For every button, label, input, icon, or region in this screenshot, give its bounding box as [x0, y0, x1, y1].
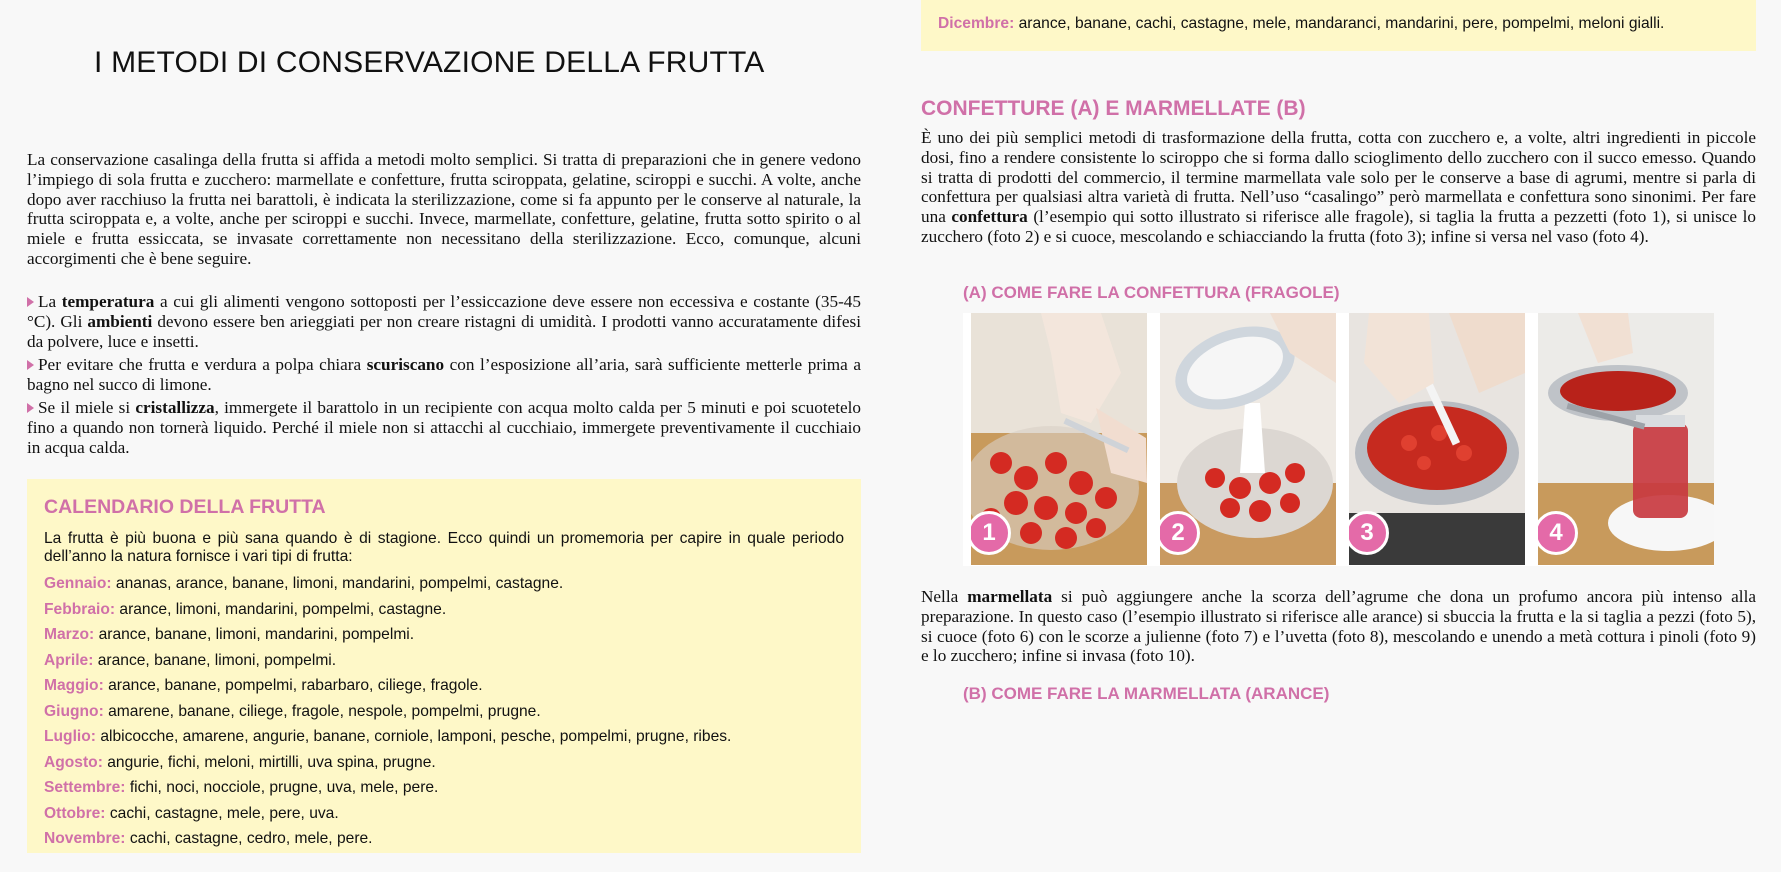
- month-fruits: arance, banane, limoni, mandarini, pompelmi.: [98, 626, 415, 643]
- month-label: Agosto:: [44, 753, 103, 771]
- marmalade-paragraph: Nella marmellata si può aggiungere anche la scorza dell’agrume che dona un profumo ancora più intenso alla preparazione. In questo caso (l’esempio illustrato si riferisce alle arance) si sbuccia la frutta e la si taglia a pezzi (foto 5), si cuoce (foto 6) con le scorze a julienne (foto 7) e l’uvetta (foto 8), mescolando e unendo a metà cottura i pinoli (foto 9) e lo zucchero; infine si invasa (foto 10).: [921, 587, 1756, 666]
- month-fruits: arance, banane, pompelmi, rabarbaro, ciliege, fragole.: [108, 677, 483, 694]
- month-fruits: fichi, noci, nocciole, prugne, uva, mele, pere.: [129, 779, 439, 796]
- photo-number-badge: 2: [1160, 511, 1200, 555]
- tip-temperature: La temperatura a cui gli alimenti vengono sottoposti per l’essiccazione deve essere non eccessiva e costante (35-45 °C). Gli ambienti devono essere ben arieggiati per non creare ristagni di umidità. I prodotti vanno accuratamente difesi da polvere, luce e insetti.: [27, 292, 861, 351]
- month-label: Giugno:: [44, 702, 104, 720]
- month-fruits: arance, banane, limoni, pompelmi.: [97, 651, 337, 669]
- photo-number-badge: 1: [971, 511, 1011, 555]
- calendar-continuation-box: [921, 0, 1756, 51]
- month-label: Marzo:: [44, 626, 95, 643]
- photo-strip-confettura: [963, 313, 1714, 566]
- photo-number-badge: 4: [1538, 511, 1578, 555]
- photo-number-badge: 3: [1349, 511, 1389, 555]
- month-label: Luglio:: [44, 728, 96, 745]
- month-fruits: cachi, castagne, mele, pere, uva.: [109, 804, 339, 822]
- month-label: Ottobre:: [44, 804, 106, 822]
- section-title-jams: CONFETTURE (A) E MARMELLATE (B): [921, 97, 1306, 120]
- month-label: Febbraio:: [44, 600, 116, 618]
- calendar-month-row: [44, 699, 731, 725]
- calendar-title: CALENDARIO DELLA FRUTTA: [44, 496, 326, 518]
- calendar-month-row: [44, 673, 731, 699]
- photo-cooking-jam: [1349, 313, 1525, 565]
- month-label: Dicembre:: [938, 15, 1015, 32]
- bullet-triangle-icon: [27, 403, 34, 413]
- tip-honey: Se il miele si cristallizza, immergete il barattolo in un recipiente con acqua molto calda per 5 minuti e poi scuotetelo fino a quando non tornerà liquido. Perché il miele non si attacchi al cucchiaio, immergete preventivamente il cucchiaio in acqua calda.: [27, 398, 861, 457]
- intro-paragraph: La conservazione casalinga della frutta si affida a metodi molto semplici. Si tratta di preparazioni che in genere vedono l’impiego di sola frutta e zucchero: marmellate e confetture, frutta sciroppata, gelatine, sciroppi e succhi. A volte, anche dopo aver racchiuso la frutta nei barattoli, è indicata la sterilizzazione, come si fa appunto per le conserve al naturale, la frutta sciroppata e, a volte, anche per sciroppi e succhi. Invece, marmellate, confetture, gelatine, frutta sotto spirito o al miele e frutta essiccata, se invasate correttamente non necessitano della sterilizzazione. Ecco, comunque, alcuni accorgimenti che è bene seguire.: [27, 150, 861, 268]
- month-fruits: cachi, castagne, cedro, mele, pere.: [129, 830, 373, 847]
- calendar-month-row: [44, 826, 731, 852]
- bullet-triangle-icon: [27, 297, 34, 307]
- bullet-triangle-icon: [27, 360, 34, 370]
- subtitle-confettura: (A) COME FARE LA CONFETTURA (FRAGOLE): [963, 283, 1340, 302]
- calendar-month-row: [44, 648, 731, 674]
- month-label: Maggio:: [44, 677, 104, 694]
- photo-filling-jar: [1538, 313, 1714, 565]
- month-fruits: amarene, banane, ciliege, fragole, nespole, pompelmi, prugne.: [108, 702, 541, 720]
- tip-darkening: Per evitare che frutta e verdura a polpa chiara scuriscano con l’esposizione all’aria, sarà sufficiente metterle prima a bagno nel succo di limone.: [27, 355, 861, 394]
- calendar-month-row: [44, 750, 731, 776]
- calendar-month-row: [44, 724, 731, 750]
- calendar-month-row: [44, 801, 731, 827]
- month-fruits: albicocche, amarene, angurie, banane, corniole, lamponi, pesche, pompelmi, prugne, ribes.: [100, 728, 732, 745]
- jams-paragraph: È uno dei più semplici metodi di trasformazione della frutta, cotta con zucchero e, a volte, altri ingredienti in piccole dosi, fino a rendere consistente lo sciroppo che si forma dallo scioglimento dello zucchero con il succo emesso. Quando si tratta di prodotti del commercio, il termine marmellata vale solo per le conserve a base di agrumi, mentre si parla di confettura per qualsiasi altra varietà di frutta. Nell’uso “casalingo” però marmellata e confettura sono sinonimi. Per fare una confettura (l’esempio qui sotto illustrato si riferisce alle fragole), si taglia la frutta a pezzetti (foto 1), si unisce lo zucchero (foto 2) e si cuoce, mescolando e schiacciando la frutta (foto 3); infine si versa nel vaso (foto 4).: [921, 128, 1756, 246]
- calendar-month-row: [44, 622, 731, 648]
- calendar-month-row: [44, 775, 731, 801]
- calendar-month-december: [938, 15, 1664, 33]
- month-label: Settembre:: [44, 779, 126, 796]
- calendar-description: La frutta è più buona e più sana quando è di stagione. Ecco quindi un promemoria per capire in quale periodo dell’anno la natura fornisce i vari tipi di frutta:: [44, 530, 844, 565]
- fruit-calendar-box: [27, 479, 861, 853]
- month-label: Novembre:: [44, 830, 126, 847]
- month-fruits: angurie, fichi, meloni, mirtilli, uva spina, prugne.: [107, 753, 436, 771]
- page-title: I METODI DI CONSERVAZIONE DELLA FRUTTA: [94, 46, 765, 79]
- month-label: Aprile:: [44, 651, 94, 669]
- month-fruits: ananas, arance, banane, limoni, mandarini, pompelmi, castagne.: [115, 575, 564, 592]
- photo-adding-sugar: [1160, 313, 1336, 565]
- calendar-month-row: [44, 571, 731, 597]
- calendar-month-list: [44, 571, 731, 852]
- month-fruits: arance, banane, cachi, castagne, mele, mandaranci, mandarini, pere, pompelmi, meloni gialli.: [1018, 15, 1665, 32]
- subtitle-marmellata: (B) COME FARE LA MARMELLATA (ARANCE): [963, 684, 1330, 703]
- calendar-month-row: [44, 597, 731, 623]
- photo-cutting-strawberries: [971, 313, 1147, 565]
- month-fruits: arance, limoni, mandarini, pompelmi, castagne.: [119, 600, 447, 618]
- month-label: Gennaio:: [44, 575, 112, 592]
